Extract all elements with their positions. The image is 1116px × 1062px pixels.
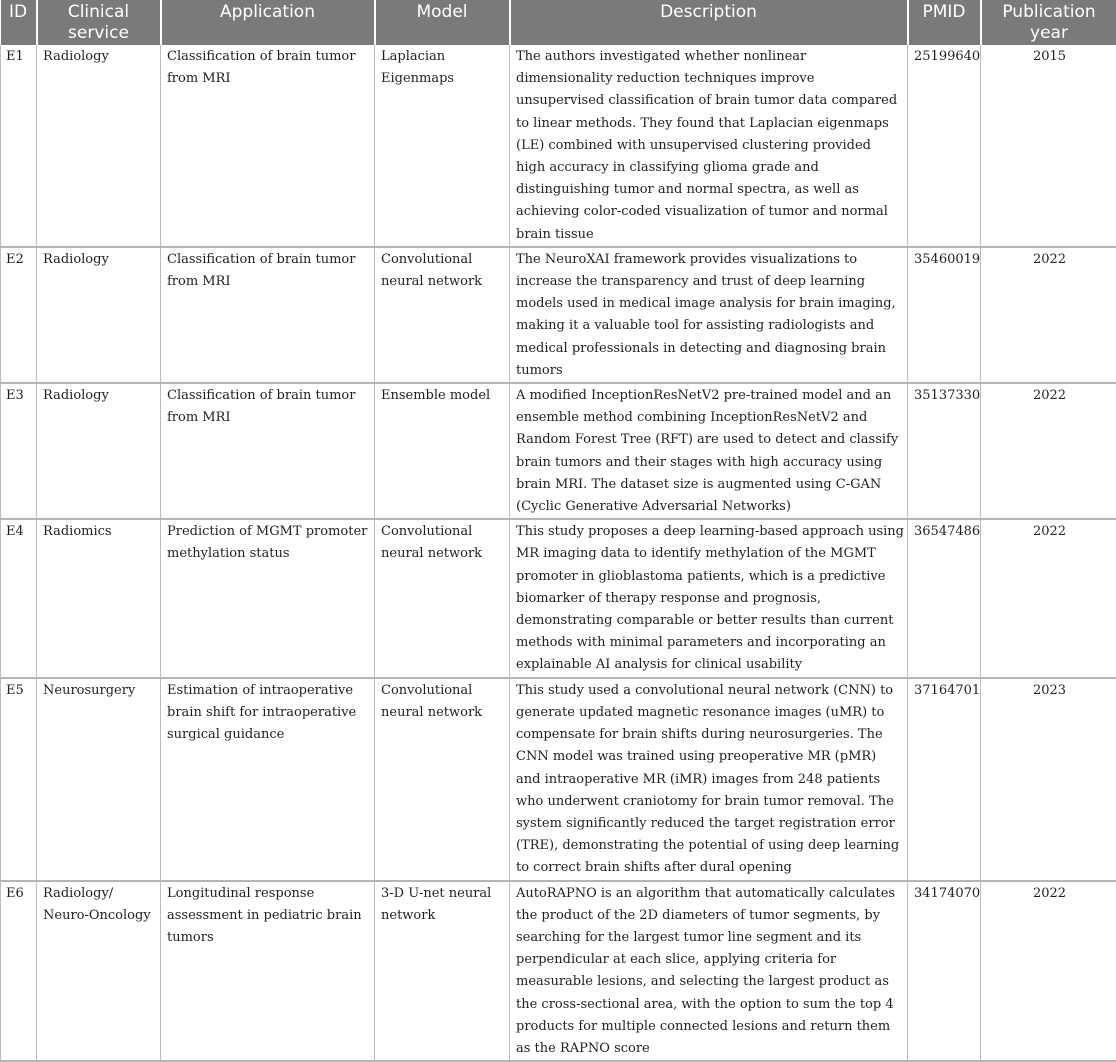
cell-pmid: 35137330 [908,383,981,519]
cell-publication-year: 2015 [981,45,1116,247]
cell-id: E1 [1,45,37,247]
cell-application: Classification of brain tumor from MRI [161,45,375,247]
cell-pmid: 36547486 [908,519,981,677]
header-id: ID [1,0,37,45]
cell-pmid: 25199640 [908,45,981,247]
table-row [1,383,1116,519]
cell-publication-year: 2023 [981,678,1116,881]
cell-description: This study proposes a deep learning-based approach using MR imaging data to identify methylation of the MGMT promoter in glioblastoma patients, which is a predictive biomarker of therapy response and prognosis, demonstrating comparable or better results than current methods with minimal parameters and incorporating an explainable AI analysis for clinical usability [510,519,908,677]
cell-publication-year: 2022 [981,881,1116,1062]
header-application: Application [161,0,375,45]
cell-model: Convolutional neural network [375,247,510,383]
cell-publication-year: 2022 [981,519,1116,677]
header-publication-year: Publication year [981,0,1116,45]
cell-publication-year: 2022 [981,247,1116,383]
header-clinical-service: Clinical service [37,0,161,45]
cell-application: Classification of brain tumor from MRI [161,247,375,383]
cell-application: Estimation of intraoperative brain shift for intraoperative surgical guidance [161,678,375,881]
cell-model: Laplacian Eigenmaps [375,45,510,247]
cell-pmid: 35460019 [908,247,981,383]
cell-clinical-service: Radiology [37,247,161,383]
cell-pmid: 37164701 [908,678,981,881]
cell-model: 3-D U-net neural network [375,881,510,1062]
cell-clinical-service: Radiology/ Neuro-Oncology [37,881,161,1062]
cell-model: Ensemble model [375,383,510,519]
cell-id: E3 [1,383,37,519]
cell-application: Prediction of MGMT promoter methylation status [161,519,375,677]
cell-model: Convolutional neural network [375,519,510,677]
header-description: Description [510,0,908,45]
cell-model: Convolutional neural network [375,678,510,881]
cell-publication-year: 2022 [981,383,1116,519]
cell-clinical-service: Radiology [37,45,161,247]
cell-clinical-service: Radiomics [37,519,161,677]
cell-id: E4 [1,519,37,677]
header-model: Model [375,0,510,45]
table-row [1,45,1116,247]
cell-description: This study used a convolutional neural network (CNN) to generate updated magnetic resonance images (uMR) to compensate for brain shifts during neurosurgeries. The CNN model was trained using preoperative MR (pMR) and intraoperative MR (iMR) images from 248 patients who underwent craniotomy for brain tumor removal. The system significantly reduced the target registration error (TRE), demonstrating the potential of using deep learning to correct brain shifts after dural opening [510,678,908,881]
table-row [1,678,1116,881]
cell-description: The authors investigated whether nonlinear dimensionality reduction techniques improve unsupervised classification of brain tumor data compared to linear methods. They found that Laplacian eigenmaps (LE) combined with unsupervised clustering provided high accuracy in classifying glioma grade and distinguishing tumor and normal spectra, as well as achieving color-coded visualization of tumor and normal brain tissue [510,45,908,247]
cell-pmid: 34174070 [908,881,981,1062]
table-row [1,247,1116,383]
cell-id: E2 [1,247,37,383]
table-row [1,519,1116,677]
table-header-row [1,0,1116,45]
cell-id: E5 [1,678,37,881]
cell-description: A modified InceptionResNetV2 pre-trained model and an ensemble method combining InceptionResNetV2 and Random Forest Tree (RFT) are used to detect and classify brain tumors and their stages with high accuracy using brain MRI. The dataset size is augmented using C-GAN (Cyclic Generative Adversarial Networks) [510,383,908,519]
cell-id: E6 [1,881,37,1062]
cell-description: The NeuroXAI framework provides visualizations to increase the transparency and trust of deep learning models used in medical image analysis for brain imaging, making it a valuable tool for assisting radiologists and medical professionals in detecting and diagnosing brain tumors [510,247,908,383]
cell-clinical-service: Neurosurgery [37,678,161,881]
table-row [1,881,1116,1062]
header-pmid: PMID [908,0,981,45]
cell-application: Classification of brain tumor from MRI [161,383,375,519]
cell-application: Longitudinal response assessment in pediatric brain tumors [161,881,375,1062]
cell-clinical-service: Radiology [37,383,161,519]
cell-description: AutoRAPNO is an algorithm that automatically calculates the product of the 2D diameters of tumor segments, by searching for the largest tumor line segment and its perpendicular at each slice, applying criteria for measurable lesions, and selecting the largest product as the cross-sectional area, with the option to sum the top 4 products for multiple connected lesions and return them as the RAPNO score [510,881,908,1062]
